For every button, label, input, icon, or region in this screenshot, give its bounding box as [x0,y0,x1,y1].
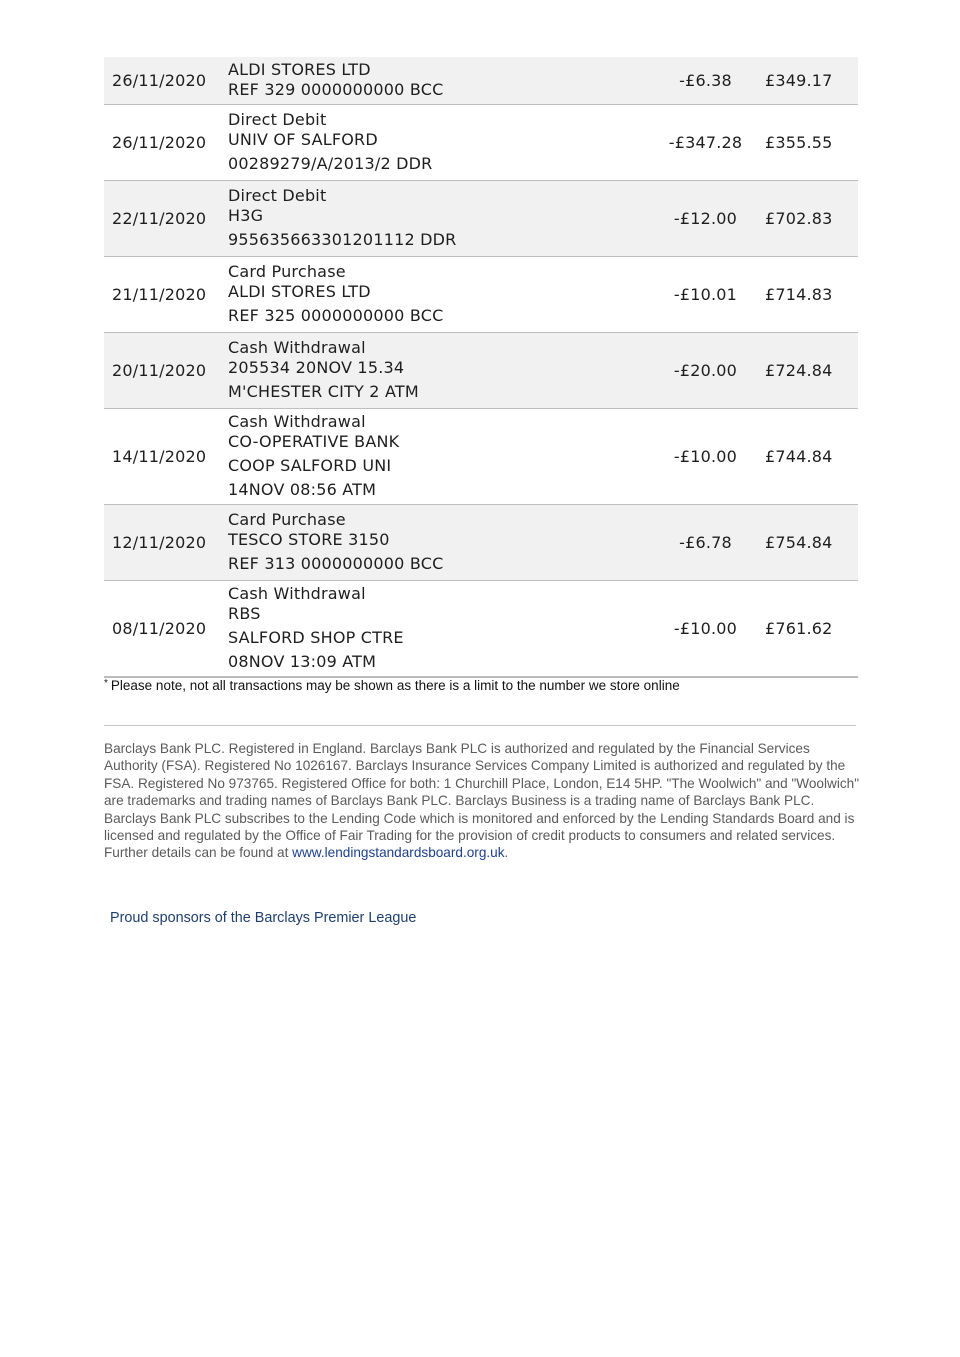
table-row [104,580,858,677]
transaction-description [228,504,648,580]
description-line: Direct Debit [228,110,327,129]
transaction-date: 21/11/2020 [112,284,207,304]
description-line: COOP SALFORD UNI [228,456,392,475]
transaction-description [228,104,648,180]
transactions-limit-note [104,678,680,693]
lending-standards-link[interactable]: www.lendingstandardsboard.org.uk [292,845,505,861]
description-line: Cash Withdrawal [228,338,366,357]
sponsor-tagline: Proud sponsors of the Barclays Premier League [110,910,417,926]
transaction-amount: -£10.00 [673,446,738,466]
note-asterisk: * [104,678,108,689]
transaction-balance: £355.55 [765,132,833,152]
transaction-balance: £761.62 [765,618,833,638]
transactions-body [104,57,858,677]
transaction-date: 14/11/2020 [112,446,207,466]
description-line: Card Purchase [228,262,346,281]
table-row [104,104,858,180]
description-line: 14NOV 08:56 ATM [228,480,377,499]
transaction-date: 20/11/2020 [112,360,207,380]
table-row [104,57,858,104]
transaction-date: 26/11/2020 [112,70,207,90]
description-line: TESCO STORE 3150 [228,530,390,549]
description-line: Cash Withdrawal [228,412,366,431]
description-line: UNIV OF SALFORD [228,130,378,149]
table-row [104,180,858,256]
note-text: Please note, not all transactions may be shown as there is a limit to the number we store online [110,678,680,693]
description-line: ALDI STORES LTD [228,60,371,80]
transaction-date: 26/11/2020 [112,132,207,152]
description-line: CO-OPERATIVE BANK [228,432,400,451]
transaction-amount: -£6.78 [679,532,732,552]
footer-divider [104,725,856,726]
transaction-balance: £754.84 [765,532,833,552]
description-line: 08NOV 13:09 ATM [228,652,377,672]
table-row [104,408,858,504]
legal-end: . [504,845,509,861]
transaction-description [228,256,648,332]
transaction-date: 12/11/2020 [112,532,207,552]
transaction-description [228,57,648,104]
description-line: REF 325 0000000000 BCC [228,306,444,325]
transaction-description [228,180,648,256]
transaction-amount: -£6.38 [679,70,732,90]
description-line: SALFORD SHOP CTRE [228,628,404,648]
transaction-amount: -£20.00 [673,360,738,380]
description-line: 205534 20NOV 15.34 [228,358,405,377]
description-line: Cash Withdrawal [228,584,366,604]
transaction-balance: £724.84 [765,360,833,380]
transaction-amount: -£10.01 [673,284,738,304]
table-row [104,504,858,580]
legal-text: Barclays Bank PLC. Registered in England. Barclays Bank PLC is authorized and regulated by the Financial Services Authority (FSA). Registered No 1026167. Barclays Insurance Services Company Limited is authorized and regulated by the FSA. Registered No 973765. Registered Office for both: 1 Churchill Place, London, E14 5HP. "The Woolwich" and "Woolwich" are trademarks and trading names of Barclays Bank PLC. Barclays Business is a trading name of Barclays Bank PLC. Barclays Bank PLC subscribes to the Lending Code which is monitored and enforced by the Lending Standards Board and is licensed and regulated by the Office of Fair Trading for the provision of credit products to consumers and related services. Further details can be found at [104,741,860,861]
description-line: REF 313 0000000000 BCC [228,554,444,573]
table-row [104,332,858,408]
transaction-amount: -£347.28 [668,132,743,152]
description-line: 00289279/A/2013/2 DDR [228,154,433,173]
transaction-amount: -£10.00 [673,618,738,638]
description-line: M'CHESTER CITY 2 ATM [228,382,419,401]
transaction-description [228,408,648,504]
table-row [104,256,858,332]
transaction-date: 22/11/2020 [112,208,207,228]
transaction-description [228,332,648,408]
description-line: 955635663301201112 DDR [228,230,457,249]
description-line: ALDI STORES LTD [228,282,371,301]
description-line: RBS [228,604,261,624]
description-line: Card Purchase [228,510,346,529]
transaction-balance: £349.17 [765,70,833,90]
transaction-balance: £744.84 [765,446,833,466]
transaction-amount: -£12.00 [673,208,738,228]
transaction-balance: £714.83 [765,284,833,304]
description-line: REF 329 0000000000 BCC [228,80,444,100]
transactions-table [104,57,858,678]
description-line: H3G [228,206,264,225]
transaction-date: 08/11/2020 [112,618,207,638]
transaction-description [228,580,648,677]
description-line: Direct Debit [228,186,327,205]
legal-disclaimer [104,740,864,862]
transaction-balance: £702.83 [765,208,833,228]
